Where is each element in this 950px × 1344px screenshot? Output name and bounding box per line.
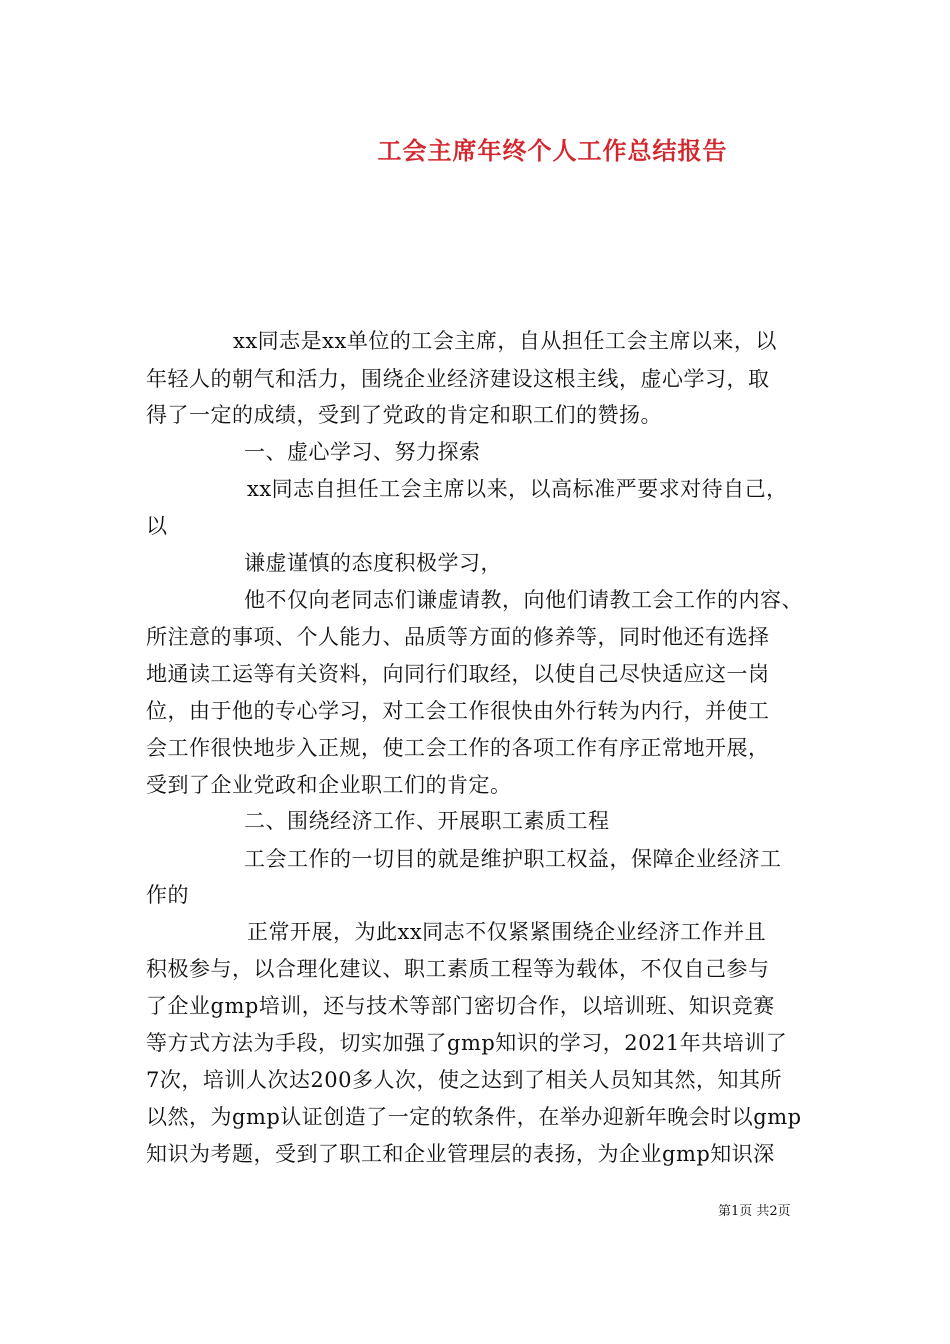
paragraph-line: 积极参与，以合理化建议、职工素质工程等为载体，不仅自己参与 — [146, 957, 770, 981]
section-heading: 二、围绕经济工作、开展职工素质工程 — [244, 809, 610, 833]
paragraph-line: 正常开展，为此xx同志不仅紧紧围绕企业经济工作并且 — [247, 920, 767, 944]
paragraph-line: 知识为考题，受到了职工和企业管理层的表扬，为企业gmp知识深 — [146, 1142, 775, 1166]
paragraph-line: 会工作很快地步入正规，使工会工作的各项工作有序正常地开展， — [146, 736, 770, 760]
paragraph-line: xx同志是xx单位的工会主席，自从担任工会主席以来，以 — [233, 329, 777, 353]
paragraph-line: 位，由于他的专心学习，对工会工作很快由外行转为内行，并使工 — [146, 699, 770, 723]
paragraph-line: 以 — [146, 514, 168, 538]
paragraph-line: 以然，为gmp认证创造了一定的软条件，在举办迎新年晚会时以gmp — [146, 1105, 802, 1129]
section-heading: 一、虚心学习、努力探索 — [244, 440, 481, 464]
paragraph-line: 受到了企业党政和企业职工们的肯定。 — [146, 773, 512, 797]
paragraph-line: 所注意的事项、个人能力、品质等方面的修养等，同时他还有选择 — [146, 625, 770, 649]
paragraph-line: 作的 — [146, 883, 189, 907]
paragraph-line: 地通读工运等有关资料，向同行们取经，以使自己尽快适应这一岗 — [146, 662, 770, 686]
paragraph-line: 7次，培训人次达200多人次，使之达到了相关人员知其然，知其所 — [146, 1068, 782, 1092]
document-title: 工会主席年终个人工作总结报告 — [377, 136, 728, 165]
paragraph-line: xx同志自担任工会主席以来，以高标准严要求对待自己， — [247, 477, 788, 501]
paragraph-line: 了企业gmp培训，还与技术等部门密切合作，以培训班、知识竞赛 — [146, 994, 775, 1018]
paragraph-line: 他不仅向老同志们谦虚请教，向他们请教工会工作的内容、 — [244, 588, 803, 612]
paragraph-line: 年轻人的朝气和活力，围绕企业经济建设这根主线，虚心学习，取 — [146, 367, 770, 391]
page-number: 第1页 共2页 — [718, 1204, 791, 1219]
paragraph-line: 等方式方法为手段，切实加强了gmp知识的学习，2021年共培训了 — [146, 1031, 788, 1055]
paragraph-line: 谦虚谨慎的态度积极学习， — [244, 551, 502, 575]
paragraph-line: 工会工作的一切目的就是维护职工权益，保障企业经济工 — [244, 847, 782, 871]
paragraph-line: 得了一定的成绩，受到了党政的肯定和职工们的赞扬。 — [146, 403, 662, 427]
